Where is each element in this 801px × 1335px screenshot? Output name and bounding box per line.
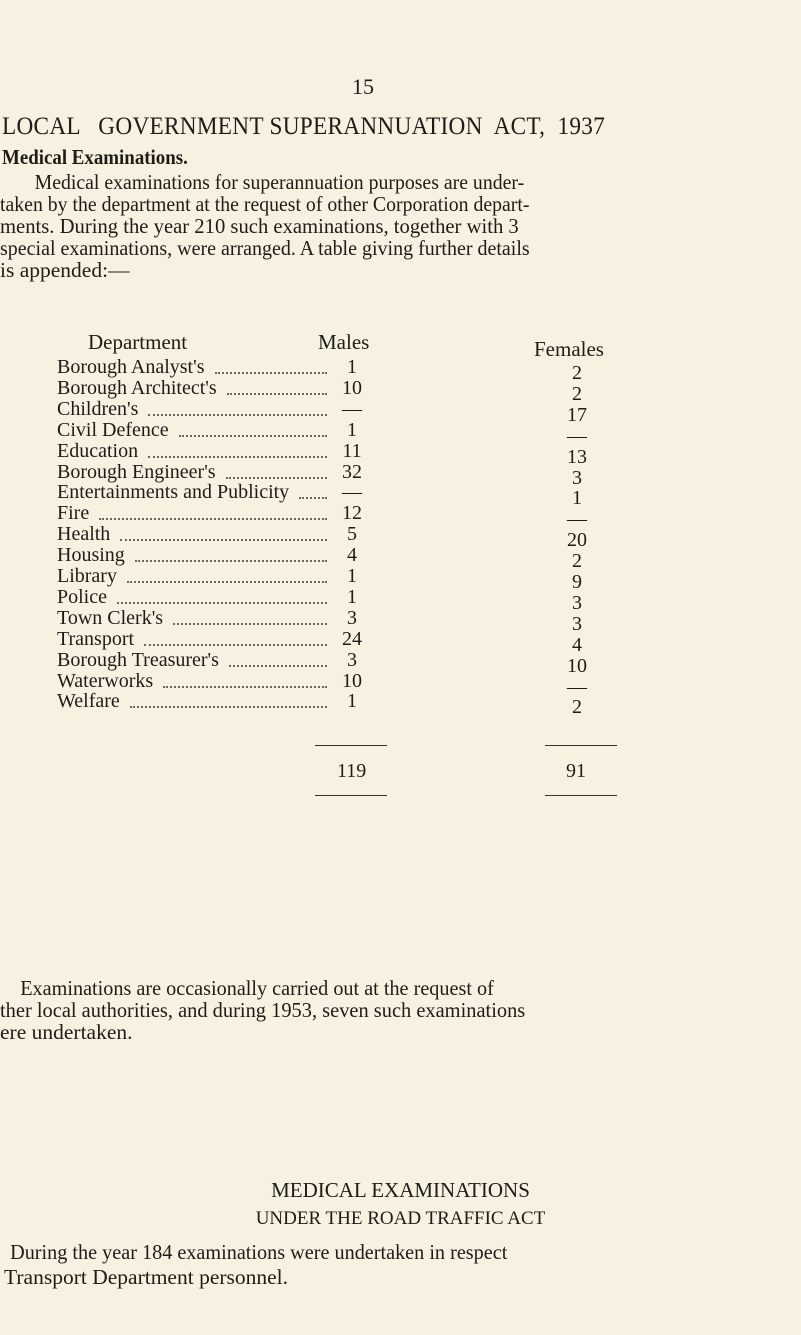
paragraph-line: is appended:— (0, 258, 130, 282)
dot-leader (117, 600, 327, 604)
double-rule-males (315, 795, 387, 796)
paragraph-line: Transport Department personnel. (4, 1265, 289, 1289)
females-count: — (567, 424, 587, 447)
department-name: Health (57, 523, 111, 546)
department-name: Police (57, 585, 107, 608)
department-name: Town Clerk's (57, 606, 164, 629)
males-count: — (342, 397, 362, 420)
paragraph-line: During the year 184 examinations were undertaken in respect (0, 1240, 508, 1264)
dot-leader (299, 495, 327, 499)
table-row (57, 669, 617, 698)
males-count: 1 (347, 356, 357, 378)
total-rule-females (545, 745, 617, 746)
department-name: Borough Analyst's (57, 356, 205, 378)
females-count: 3 (572, 612, 582, 635)
department-name: Borough Treasurer's (57, 648, 219, 671)
females-count: 2 (572, 362, 582, 384)
department-name: Entertainments and Publicity (57, 481, 290, 504)
dot-leader (163, 684, 327, 688)
males-count: 12 (342, 502, 362, 525)
paragraph-line: Medical examinations for superannuation purposes are under- (0, 170, 525, 194)
department-name: Borough Architect's (57, 376, 217, 399)
dot-leader (120, 537, 327, 541)
females-count: 2 (572, 696, 582, 719)
males-count: 4 (347, 544, 357, 567)
females-count: 20 (567, 529, 587, 552)
females-count: 2 (572, 550, 582, 573)
dot-leader (179, 433, 327, 437)
department-name: Civil Defence (57, 418, 169, 441)
paragraph-line: ere undertaken. (0, 1020, 133, 1044)
total-males: 119 (337, 760, 367, 782)
males-count: 1 (347, 585, 357, 608)
paragraph-line: Examinations are occasionally carried out at the request of (0, 976, 494, 1000)
females-count: 13 (567, 445, 587, 468)
males-count: — (342, 481, 362, 504)
department-name: Welfare (57, 690, 120, 713)
females-count: 9 (572, 571, 582, 593)
department-name: Education (57, 439, 139, 462)
males-count: 10 (342, 669, 362, 692)
dot-leader (229, 663, 327, 667)
females-count: 3 (572, 591, 582, 614)
total-rule-males (315, 745, 387, 746)
females-count: 10 (567, 654, 587, 677)
males-count: 24 (342, 627, 362, 650)
table-row (57, 460, 617, 489)
dot-leader (99, 516, 327, 520)
department-name: Fire (57, 502, 90, 525)
females-count: 2 (572, 382, 582, 405)
paragraph-line: taken by the department at the request of other Corporation depart- (0, 192, 530, 216)
table-row (57, 690, 617, 719)
dot-leader (135, 558, 327, 562)
males-count: 3 (347, 606, 357, 629)
males-count: 3 (347, 648, 357, 671)
males-count: 1 (347, 690, 357, 713)
header-males: Males (318, 330, 370, 354)
page-number: 15 (352, 74, 374, 99)
table-row (57, 544, 617, 573)
table-row (57, 376, 617, 405)
females-count: 4 (572, 633, 582, 656)
table-row (57, 565, 617, 593)
department-name: Waterworks (57, 669, 154, 692)
section-heading: MEDICAL EXAMINATIONS (271, 1178, 530, 1202)
paragraph-line: special examinations, were arranged. A table giving further details (0, 236, 530, 260)
females-count: — (567, 508, 587, 531)
table-row (57, 502, 617, 531)
table-row (57, 627, 617, 656)
males-count: 10 (342, 376, 362, 399)
dot-leader (226, 475, 327, 479)
paragraph-line: ther local authorities, and during 1953, seven such examinations (0, 998, 526, 1022)
table-row (57, 481, 617, 510)
total-females: 91 (566, 760, 586, 782)
males-count: 11 (342, 439, 362, 462)
males-count: 32 (342, 460, 362, 483)
females-count: 1 (572, 487, 582, 510)
dot-leader (144, 642, 327, 646)
dot-leader (130, 704, 327, 708)
dot-leader (127, 579, 327, 583)
department-name: Borough Engineer's (57, 460, 216, 483)
table-row (57, 439, 617, 468)
department-name: Children's (57, 397, 139, 420)
section-subtitle: Medical Examinations. (2, 145, 188, 169)
males-count: 5 (347, 523, 357, 546)
paragraph-line: ments. During the year 210 such examinations, together with 3 (0, 214, 519, 238)
table-row (57, 418, 617, 447)
males-count: 1 (347, 565, 357, 587)
table-row (57, 606, 617, 635)
dot-leader (227, 391, 327, 395)
dot-leader (148, 412, 327, 416)
table-row (57, 356, 617, 384)
table-row (57, 397, 617, 426)
females-count: — (567, 675, 587, 698)
females-count: 3 (572, 466, 582, 489)
page-title: LOCAL GOVERNMENT SUPERANNUATION ACT, 1937 (2, 113, 606, 140)
dot-leader (215, 370, 327, 374)
table-row (57, 648, 617, 677)
department-name: Library (57, 565, 117, 587)
dot-leader (148, 454, 327, 458)
males-count: 1 (347, 418, 357, 441)
header-females: Females (534, 337, 604, 361)
dot-leader (173, 621, 327, 625)
double-rule-females (545, 795, 617, 796)
table-row (57, 523, 617, 552)
section-subheading: UNDER THE ROAD TRAFFIC ACT (255, 1208, 546, 1229)
department-name: Housing (57, 544, 125, 567)
department-name: Transport (57, 627, 135, 650)
table-row (57, 585, 617, 614)
females-count: 17 (567, 403, 587, 426)
header-department: Department (88, 330, 188, 354)
